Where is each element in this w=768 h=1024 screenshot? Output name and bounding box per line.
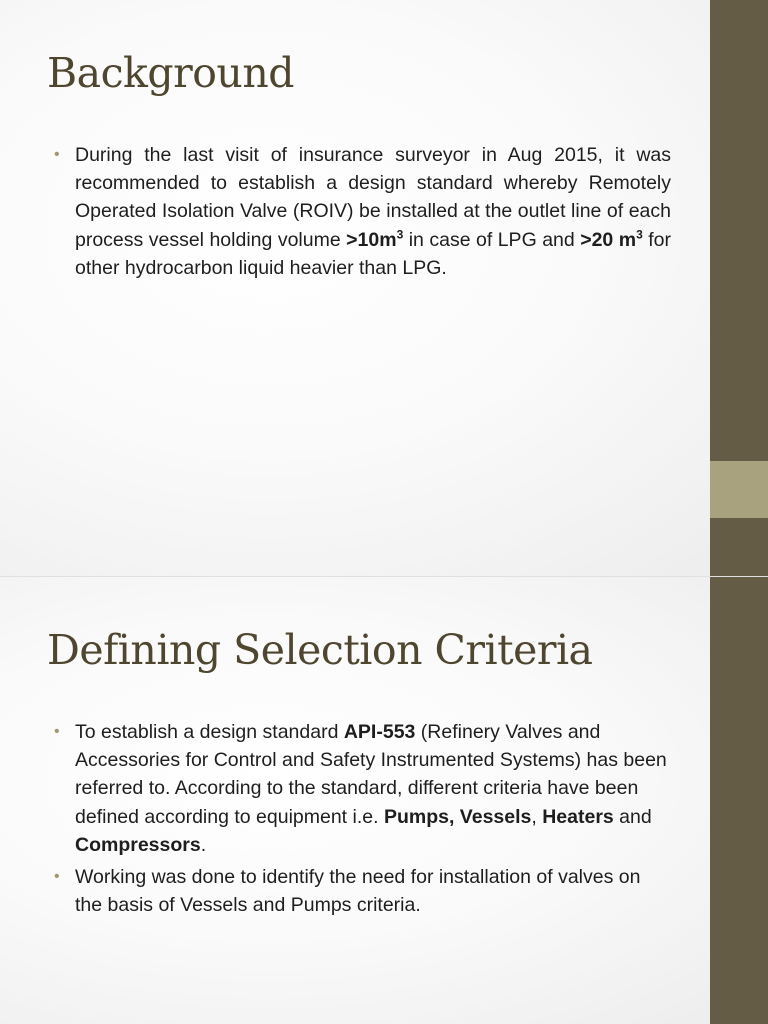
bullet-list	[52, 718, 671, 923]
slide-title: Defining Selection Criteria	[47, 626, 593, 674]
bullet-text: Working was done to identify the need for installation of valves on the basis of Vessels and Pumps criteria.	[75, 866, 641, 917]
bold-volume-lpg: >10m	[346, 228, 397, 251]
slide-selection-criteria	[0, 576, 768, 1024]
bold-equipment: Pumps, Vessels	[383, 805, 532, 828]
bullet-dot-icon: •	[54, 868, 60, 886]
bullet-text: .	[200, 833, 207, 856]
bold-standard: API-553	[343, 721, 416, 743]
bold-equipment: Heaters	[542, 805, 614, 828]
sidebar-accent-block	[710, 461, 768, 518]
bullet-item	[52, 863, 671, 919]
bullet-item	[52, 141, 671, 282]
bullet-text: (Refinery Valves and Accessories for Control and Safety Instrumented Systems) has been referred to. According to the standard, different criteria have been defined according to equipment i.e.	[75, 721, 667, 828]
bullet-item	[52, 718, 671, 859]
bullet-text: To establish a design standard	[75, 721, 344, 743]
bullet-dot-icon: •	[54, 723, 60, 740]
slide-title: Background	[47, 49, 294, 97]
superscript: 3	[396, 227, 404, 242]
sidebar-bar	[710, 577, 768, 1024]
bullet-text: ,	[531, 805, 543, 828]
bold-volume-hydrocarbon: >20 m	[580, 228, 637, 251]
bold-equipment: Compressors	[75, 833, 201, 856]
bullet-text: in case of LPG and	[403, 228, 581, 251]
bullet-dot-icon: •	[54, 146, 60, 163]
bullet-list	[52, 141, 671, 286]
bullet-text: and	[613, 805, 652, 828]
bullet-text: During the last visit of insurance surveyor in Aug 2015, it was recommended to establish a design standard whereby Remotely Operated Isolation Valve (ROIV) be installed at the outlet line of each process vessel holding volume	[75, 144, 671, 251]
bullet-text: for other hydrocarbon liquid heavier than LPG.	[75, 228, 671, 279]
superscript: 3	[636, 227, 643, 242]
